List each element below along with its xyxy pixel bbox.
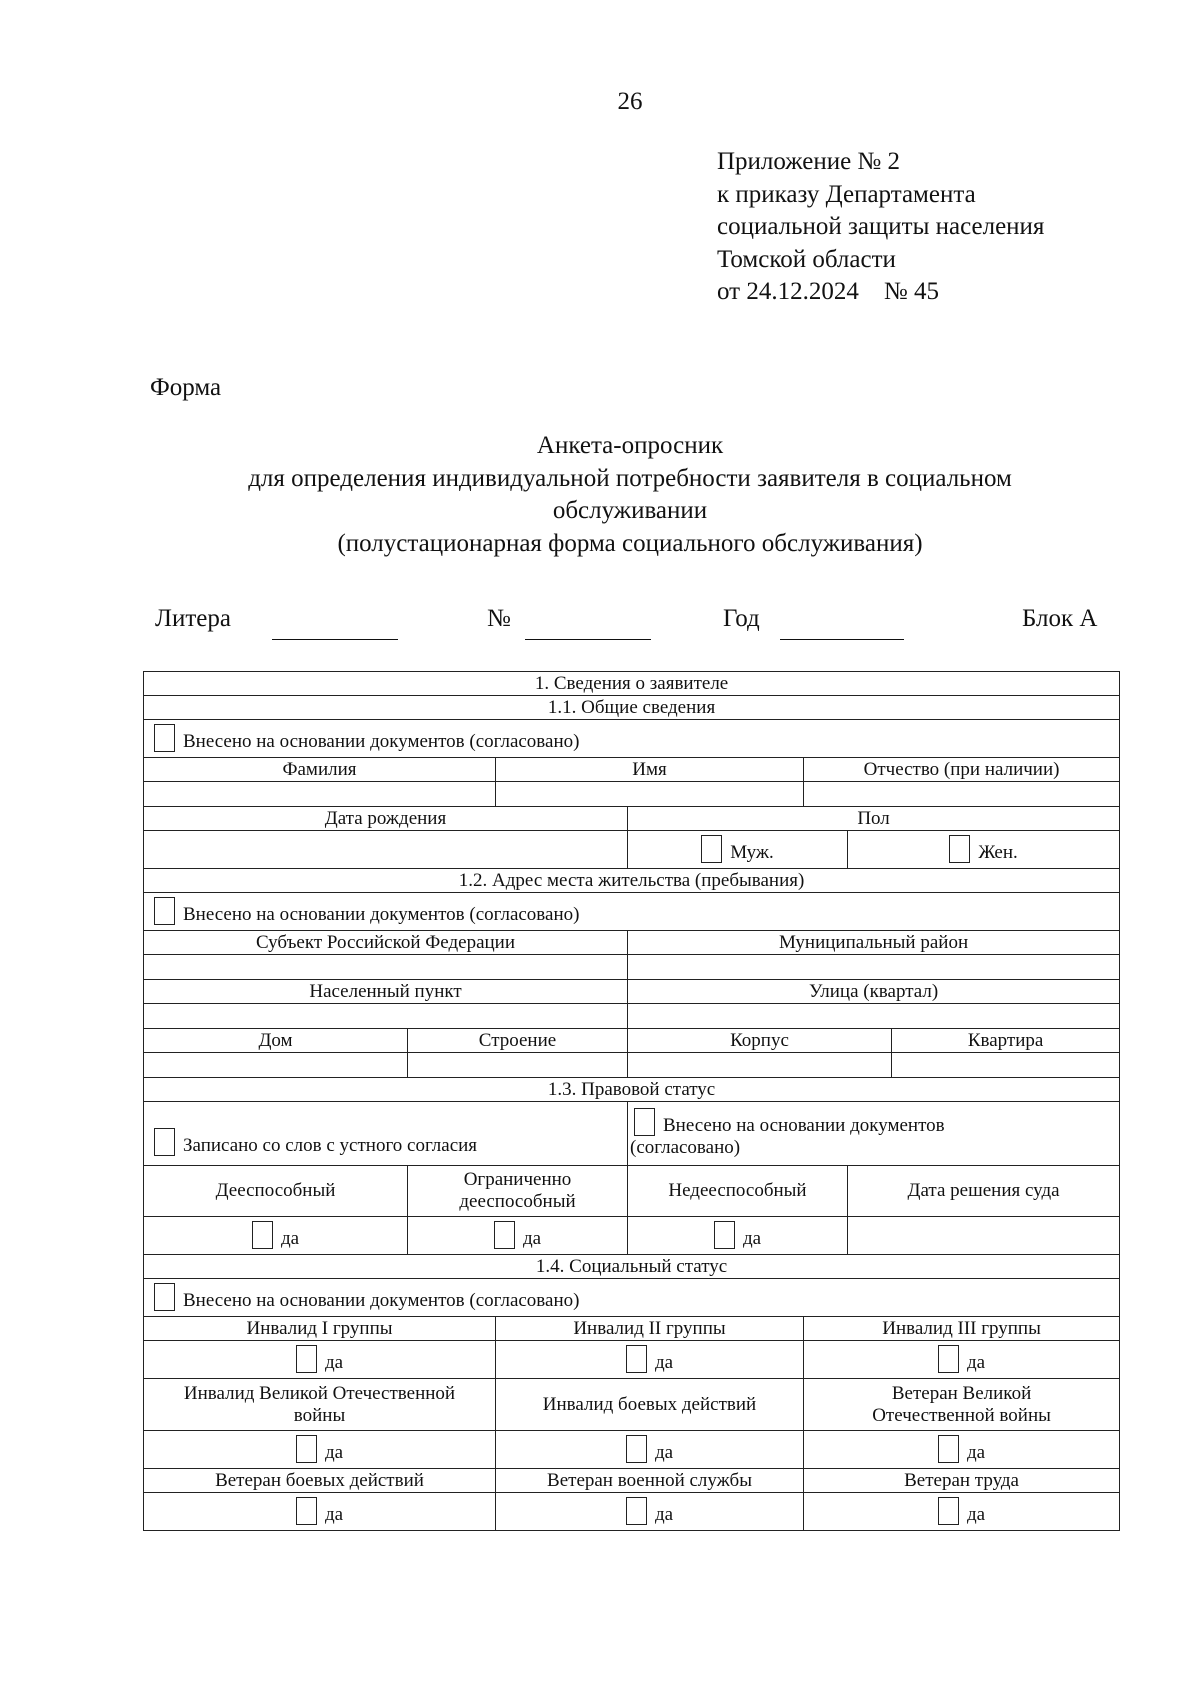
apartment-header: Квартира — [892, 1029, 1120, 1053]
labor-veteran-yes-cell — [804, 1493, 1120, 1531]
year-input[interactable] — [780, 612, 904, 640]
disabled-3-checkbox[interactable] — [938, 1345, 959, 1373]
title-line-1: Анкета-опросник — [536, 432, 724, 459]
section-1-title: 1. Сведения о заявителе — [144, 672, 1120, 696]
incapable-header: Недееспособный — [628, 1166, 848, 1217]
general-docs-row — [144, 720, 1120, 758]
limited-header — [408, 1166, 628, 1217]
applicant-form-table — [143, 671, 1120, 1531]
labor-veteran-checkbox[interactable] — [938, 1497, 959, 1525]
street-header: Улица (квартал) — [628, 980, 1120, 1004]
birth-date-input[interactable] — [144, 831, 628, 869]
court-date-input[interactable] — [848, 1217, 1120, 1255]
patronymic-header: Отчество (при наличии) — [804, 758, 1120, 782]
combat-veteran-yes-cell — [144, 1493, 496, 1531]
appendix-line-2: к приказу Департамента — [717, 180, 976, 208]
male-cell — [628, 831, 848, 869]
disabled-1-checkbox[interactable] — [296, 1345, 317, 1373]
surname-header: Фамилия — [144, 758, 496, 782]
page-number: 26 — [617, 88, 643, 115]
house-input[interactable] — [144, 1053, 408, 1078]
year-label: Год — [723, 605, 760, 632]
section-1-4-title: 1.4. Социальный статус — [144, 1255, 1120, 1279]
name-header: Имя — [496, 758, 804, 782]
litera-input[interactable] — [272, 612, 398, 640]
legal-docs-label-a: Внесено на основании документов — [663, 1115, 945, 1136]
capable-header: Дееспособный — [144, 1166, 408, 1217]
incapable-yes-cell — [628, 1217, 848, 1255]
apartment-input[interactable] — [892, 1053, 1120, 1078]
wwii-veteran-yes-label: да — [967, 1442, 986, 1463]
combat-veteran-yes-label: да — [324, 1504, 344, 1525]
disabled-1-yes-label: да — [324, 1352, 344, 1373]
korpus-header: Корпус — [628, 1029, 892, 1053]
subject-input[interactable] — [144, 955, 628, 980]
locality-header: Населенный пункт — [144, 980, 628, 1004]
limited-header-line-b: дееспособный — [459, 1191, 576, 1212]
disabled-3-header: Инвалид III группы — [804, 1317, 1120, 1341]
litera-field — [155, 605, 231, 633]
limited-yes-cell — [408, 1217, 628, 1255]
number-input[interactable] — [525, 612, 651, 640]
street-input[interactable] — [628, 1004, 1120, 1029]
oral-consent-label: Записано со слов с устного согласия — [183, 1135, 478, 1156]
name-input[interactable] — [496, 782, 804, 807]
social-docs-label: Внесено на основании документов (согласовано) — [183, 1290, 580, 1311]
form-title — [130, 430, 1130, 560]
general-docs-label: Внесено на основании документов (согласовано) — [183, 731, 580, 752]
form-label: Форма — [150, 374, 222, 401]
block-label: Блок А — [1022, 605, 1098, 632]
social-docs-row — [144, 1279, 1120, 1317]
social-docs-checkbox[interactable] — [154, 1283, 175, 1311]
military-veteran-yes-label: да — [654, 1504, 674, 1525]
combat-disabled-header: Инвалид боевых действий — [496, 1379, 804, 1431]
capable-checkbox[interactable] — [252, 1221, 273, 1249]
oral-consent-cell — [144, 1102, 628, 1166]
combat-veteran-header: Ветеран боевых действий — [144, 1469, 496, 1493]
combat-disabled-yes-label: да — [654, 1442, 674, 1463]
military-veteran-checkbox[interactable] — [626, 1497, 647, 1525]
address-docs-checkbox[interactable] — [154, 897, 175, 925]
title-line-2: для определения индивидуальной потребности заявителя в социальном — [248, 464, 1012, 492]
labor-veteran-header: Ветеран труда — [804, 1469, 1120, 1493]
disabled-2-yes-cell — [496, 1341, 804, 1379]
title-line-4: (полустационарная форма социального обслуживания) — [337, 529, 923, 557]
military-veteran-yes-cell — [496, 1493, 804, 1531]
korpus-input[interactable] — [628, 1053, 892, 1078]
title-line-3: обслуживании — [552, 497, 708, 524]
legal-docs-cell — [628, 1102, 1120, 1166]
appendix-line-1: Приложение № 2 — [717, 148, 901, 175]
disabled-3-yes-label: да — [967, 1352, 986, 1373]
disabled-1-yes-cell — [144, 1341, 496, 1379]
male-checkbox[interactable] — [701, 835, 722, 863]
house-header: Дом — [144, 1029, 408, 1053]
capable-yes-cell — [144, 1217, 408, 1255]
subject-header: Субъект Российской Федерации — [144, 931, 628, 955]
oral-consent-checkbox[interactable] — [154, 1128, 175, 1156]
litera-label: Литера — [155, 605, 231, 632]
wwii-disabled-line-b: войны — [293, 1404, 346, 1426]
disabled-2-header: Инвалид II группы — [496, 1317, 804, 1341]
section-1-3-title: 1.3. Правовой статус — [144, 1078, 1120, 1102]
capable-yes-label: да — [280, 1228, 300, 1249]
legal-docs-checkbox[interactable] — [634, 1108, 655, 1136]
incapable-yes-label: да — [742, 1228, 762, 1249]
legal-docs-label-b: (согласовано) — [630, 1137, 741, 1158]
military-veteran-header: Ветеран военной службы — [496, 1469, 804, 1493]
female-cell — [848, 831, 1120, 869]
disabled-3-yes-cell — [804, 1341, 1120, 1379]
wwii-disabled-checkbox[interactable] — [296, 1435, 317, 1463]
wwii-veteran-header — [804, 1379, 1120, 1431]
female-checkbox[interactable] — [949, 835, 970, 863]
disabled-2-yes-label: да — [654, 1352, 674, 1373]
disabled-1-header: Инвалид I группы — [144, 1317, 496, 1341]
wwii-veteran-checkbox[interactable] — [938, 1435, 959, 1463]
appendix-line-5: от 24.12.2024 № 45 — [717, 278, 939, 305]
wwii-disabled-yes-label: да — [324, 1442, 344, 1463]
limited-checkbox[interactable] — [494, 1221, 515, 1249]
male-label: Муж. — [730, 842, 774, 863]
incapable-checkbox[interactable] — [714, 1221, 735, 1249]
wwii-disabled-yes-cell — [144, 1431, 496, 1469]
surname-input[interactable] — [144, 782, 496, 807]
limited-header-line-a: Ограниченно — [463, 1169, 572, 1190]
building-input[interactable] — [408, 1053, 628, 1078]
appendix-block — [717, 146, 1044, 309]
appendix-line-3: социальной защиты населения — [717, 213, 1045, 240]
section-1-1-title: 1.1. Общие сведения — [144, 696, 1120, 720]
female-label: Жен. — [978, 842, 1018, 863]
sex-header: Пол — [628, 807, 1120, 831]
section-1-2-title: 1.2. Адрес места жительства (пребывания) — [144, 869, 1120, 893]
number-label: № — [487, 605, 511, 632]
general-docs-checkbox[interactable] — [154, 724, 175, 752]
address-docs-label: Внесено на основании документов (согласовано) — [183, 904, 580, 925]
limited-yes-label: да — [522, 1228, 542, 1249]
district-header: Муниципальный район — [628, 931, 1120, 955]
disabled-2-checkbox[interactable] — [626, 1345, 647, 1373]
locality-input[interactable] — [144, 1004, 628, 1029]
patronymic-input[interactable] — [804, 782, 1120, 807]
combat-disabled-yes-cell — [496, 1431, 804, 1469]
court-date-header: Дата решения суда — [848, 1166, 1120, 1217]
appendix-line-4: Томской области — [717, 245, 896, 273]
wwii-veteran-line-b: Отечественной войны — [872, 1404, 1051, 1426]
wwii-veteran-line-a: Ветеран Великой — [891, 1382, 1032, 1404]
wwii-disabled-header — [144, 1379, 496, 1431]
labor-veteran-yes-label: да — [967, 1504, 986, 1525]
wwii-veteran-yes-cell — [804, 1431, 1120, 1469]
year-field — [723, 605, 760, 633]
birth-date-header: Дата рождения — [144, 807, 628, 831]
number-field — [487, 605, 511, 633]
combat-disabled-checkbox[interactable] — [626, 1435, 647, 1463]
combat-veteran-checkbox[interactable] — [296, 1497, 317, 1525]
address-docs-row — [144, 893, 1120, 931]
district-input[interactable] — [628, 955, 1120, 980]
building-header: Строение — [408, 1029, 628, 1053]
wwii-disabled-line-a: Инвалид Великой Отечественной — [183, 1382, 456, 1404]
